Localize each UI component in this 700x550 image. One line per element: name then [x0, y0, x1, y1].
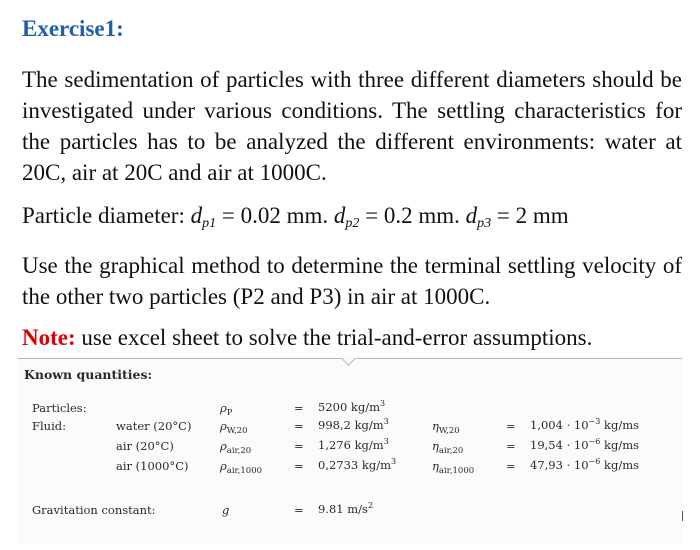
- equals-sign: =: [506, 459, 516, 473]
- rho-fluid-value: 0,2733 $kg/m^3$: [318, 457, 397, 472]
- gravity-value: 9.81 $m/s^2$: [318, 501, 374, 516]
- rho-fluid-value: 1,276 $kg/m^3$: [318, 437, 389, 452]
- rho-fluid-symbol: $\rho_{air,20}$: [220, 439, 252, 456]
- rho-fluid-symbol: $\rho_{W,20}$: [220, 419, 248, 436]
- chevron-down-icon: [342, 353, 355, 366]
- known-quantities-panel: [18, 358, 682, 543]
- d-p1-symbol: $d_{p1}$: [190, 203, 217, 231]
- rho-fluid-symbol: $\rho_{air,1000}$: [220, 459, 263, 476]
- particles-label: Particles:: [32, 401, 87, 415]
- equals-sign: =: [294, 401, 304, 415]
- gravity-symbol: g: [222, 503, 230, 517]
- d-p3-value: = 2 mm: [496, 203, 569, 228]
- eta-symbol: $\eta_{air,20}$: [432, 439, 464, 456]
- fluid-name: air (20°C): [116, 439, 174, 453]
- note-label: Note:: [22, 325, 76, 350]
- equals-sign: =: [506, 419, 516, 433]
- equals-sign: =: [294, 439, 304, 453]
- d-p3-symbol: $d_{p3}$: [465, 203, 492, 231]
- d-p1-value: = 0.02 mm.: [221, 203, 329, 228]
- equals-sign: =: [294, 503, 304, 517]
- fluid-label: Fluid:: [32, 419, 66, 433]
- rho-particle-symbol: $\rho_P$: [220, 401, 233, 418]
- note-text: use excel sheet to solve the trial-and-error assumptions.: [75, 325, 593, 350]
- d-p2-symbol: $d_{p2}$: [333, 203, 360, 231]
- known-quantities-title: Known quantities:: [24, 367, 153, 382]
- fluid-name: water (20°C): [116, 419, 192, 433]
- particle-diameters: [22, 200, 682, 239]
- eta-value: $1,004 \cdot 10^{-3}$ kg/ms: [530, 417, 639, 432]
- note-paragraph: [22, 322, 682, 353]
- eta-symbol: $\eta_{W,20}$: [432, 419, 460, 436]
- fluid-name: air (1000°C): [116, 459, 189, 473]
- eta-value: $47,93 \cdot 10^{-6}$ kg/ms: [530, 457, 639, 472]
- rho-fluid-value: 998,2 $kg/m^3$: [318, 417, 389, 432]
- equals-sign: =: [294, 459, 304, 473]
- divider-tick: [682, 511, 683, 521]
- gravity-label: Gravitation constant:: [32, 503, 156, 517]
- exercise-heading: Exercise1:: [22, 16, 124, 41]
- task-paragraph: Use the graphical method to determine the terminal settling velocity of the other two particles (P2 and P3) in air at 1000C.: [22, 253, 682, 309]
- eta-symbol: $\eta_{air,1000}$: [432, 459, 475, 476]
- rho-particle-value: 5200 $kg/m^3$: [318, 399, 386, 414]
- equals-sign: =: [506, 439, 516, 453]
- d-p2-value: = 0.2 mm.: [365, 203, 460, 228]
- description-paragraph: The sedimentation of particles with three different diameters should be investigated under various conditions. The settling characteristics for the particles has to be analyzed the different environments: water at 20C, air at 20C and air at 1000C.: [22, 67, 682, 185]
- diameter-label: Particle diameter:: [22, 203, 185, 228]
- eta-value: $19,54 \cdot 10^{-6}$ kg/ms: [530, 437, 639, 452]
- equals-sign: =: [294, 419, 304, 433]
